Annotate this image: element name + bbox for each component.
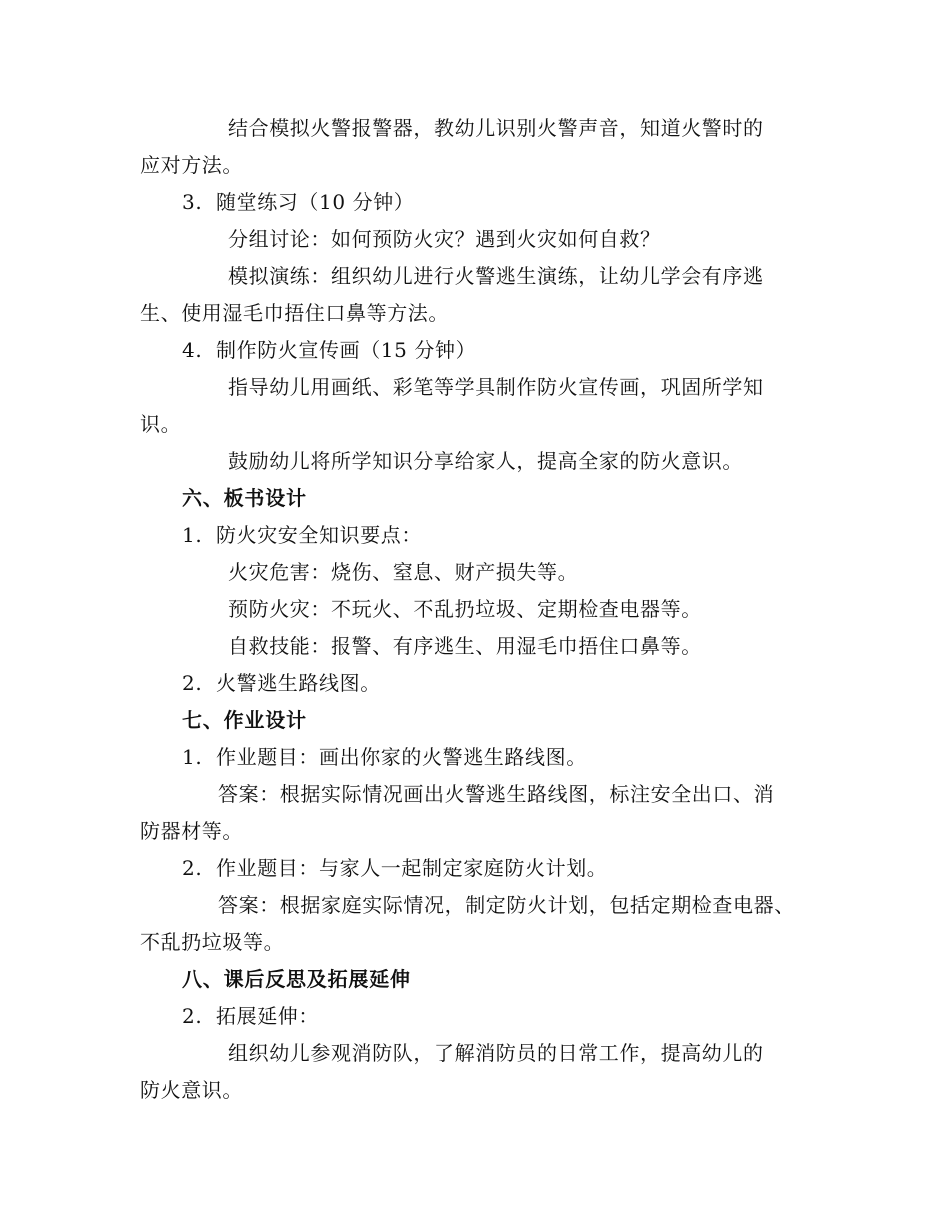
board-item-1 xyxy=(182,523,422,547)
paragraph-drill: 模拟演练：组织幼儿进行火警逃生演练，让幼儿学会有序逃 xyxy=(228,264,764,288)
paragraph-drill-cont: 生、使用湿毛巾捂住口鼻等方法。 xyxy=(140,301,449,325)
paragraph-discussion: 分组讨论：如何预防火灾？遇到火灾如何自救？ xyxy=(228,227,661,251)
heading-homework: 七、作业设计 xyxy=(182,708,307,732)
paragraph-poster: 指导幼儿用画纸、彩笔等学具制作防火宣传画，巩固所学知 xyxy=(228,375,764,399)
heading-reflection: 八、课后反思及拓展延伸 xyxy=(182,967,411,991)
list-number: 4. xyxy=(182,338,203,362)
list-number: 1. xyxy=(182,745,203,769)
homework-1-answer-cont: 防器材等。 xyxy=(140,819,243,843)
section-4-title: 制作防火宣传画（15 分钟） xyxy=(216,338,477,362)
heading-board-design: 六、板书设计 xyxy=(182,486,307,510)
extension-item xyxy=(182,1004,319,1028)
section-3-heading xyxy=(182,190,414,214)
paragraph-poster-cont: 识。 xyxy=(140,412,182,436)
extension-title: 拓展延伸： xyxy=(216,1004,319,1028)
homework-2-answer-cont: 不乱扔垃圾等。 xyxy=(140,930,285,954)
homework-2-answer: 答案：根据家庭实际情况，制定防火计划，包括定期检查电器、 xyxy=(218,893,795,917)
list-number: 2. xyxy=(182,1004,203,1028)
paragraph-fire-alarm: 结合模拟火警报警器，教幼儿识别火警声音，知道火警时的 xyxy=(228,116,764,140)
list-number: 1. xyxy=(182,523,203,547)
board-item-2-title: 火警逃生路线图。 xyxy=(216,671,381,695)
board-item-1-title: 防火灾安全知识要点： xyxy=(216,523,422,547)
paragraph-visit-cont: 防火意识。 xyxy=(140,1078,243,1102)
paragraph-share: 鼓励幼儿将所学知识分享给家人，提高全家的防火意识。 xyxy=(228,449,743,473)
board-item-2 xyxy=(182,671,381,695)
section-4-heading xyxy=(182,338,476,362)
section-3-title: 随堂练习（10 分钟） xyxy=(216,190,415,214)
list-number: 2. xyxy=(182,671,203,695)
homework-2-title: 作业题目：与家人一起制定家庭防火计划。 xyxy=(216,856,608,880)
homework-2 xyxy=(182,856,607,880)
list-number: 2. xyxy=(182,856,203,880)
board-point-self-rescue: 自救技能：报警、有序逃生、用湿毛巾捂住口鼻等。 xyxy=(228,634,702,658)
paragraph-visit: 组织幼儿参观消防队，了解消防员的日常工作，提高幼儿的 xyxy=(228,1041,764,1065)
list-number: 3. xyxy=(182,190,203,214)
paragraph-fire-alarm-cont: 应对方法。 xyxy=(140,153,243,177)
homework-1-answer: 答案：根据实际情况画出火警逃生路线图，标注安全出口、消 xyxy=(218,782,775,806)
board-point-prevention: 预防火灾：不玩火、不乱扔垃圾、定期检查电器等。 xyxy=(228,597,702,621)
board-point-hazards: 火灾危害：烧伤、窒息、财产损失等。 xyxy=(228,560,579,584)
homework-1 xyxy=(182,745,587,769)
homework-1-title: 作业题目：画出你家的火警逃生路线图。 xyxy=(216,745,587,769)
